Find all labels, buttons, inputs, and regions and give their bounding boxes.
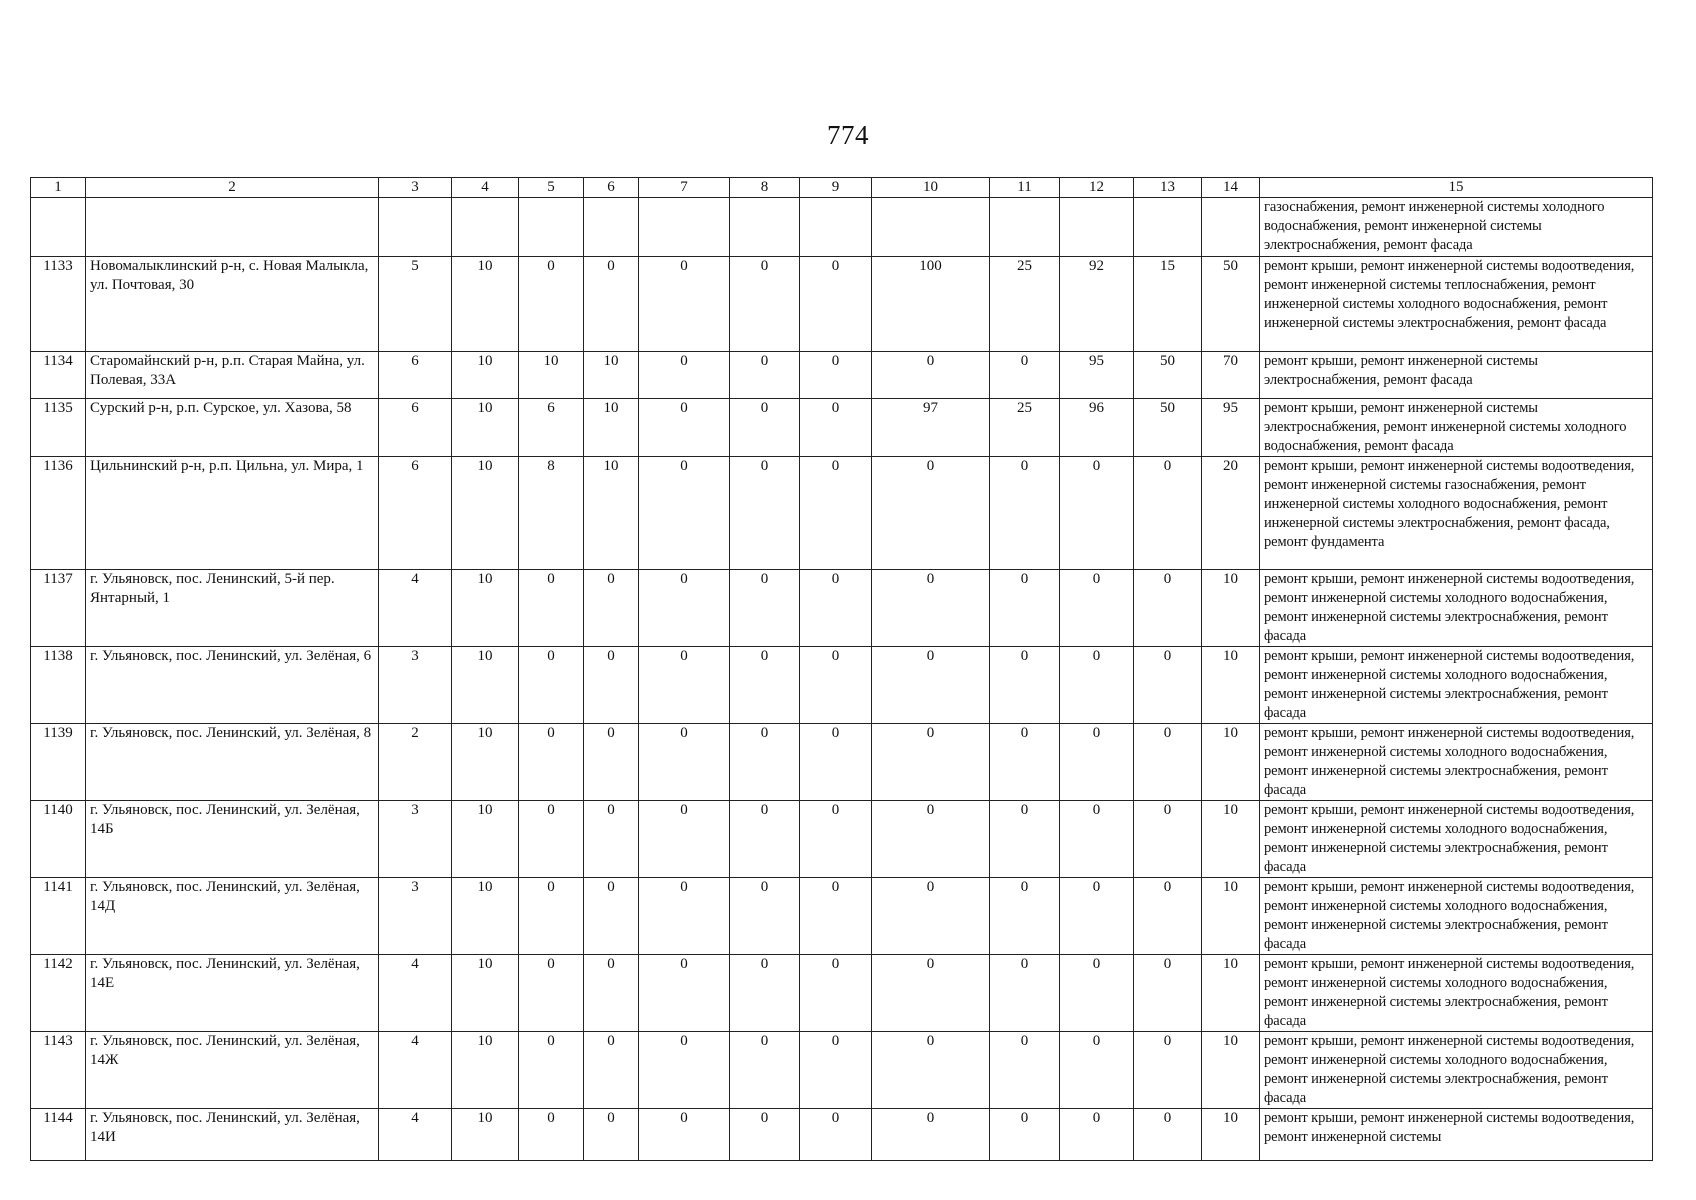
value-cell-col-7	[639, 198, 730, 257]
value-cell-col-8	[730, 198, 800, 257]
works-list-cell: ремонт крыши, ремонт инженерной системы водоотведения, ремонт инженерной системы газоснабжения, ремонт инженерной системы холодного водоснабжения, ремонт инженерной системы электроснабжения, ремонт фасада, ремонт фундамента	[1260, 457, 1653, 570]
works-list-cell: ремонт крыши, ремонт инженерной системы водоотведения, ремонт инженерной системы холодного водоснабжения, ремонт инженерной системы электроснабжения, ремонт фасада	[1260, 878, 1653, 955]
value-cell-col-10: 0	[872, 1032, 990, 1109]
value-cell-col-8: 0	[730, 1109, 800, 1161]
value-cell-col-6: 0	[584, 878, 639, 955]
value-cell-col-10: 0	[872, 352, 990, 399]
value-cell-col-5	[519, 198, 584, 257]
value-cell-col-12: 96	[1060, 399, 1134, 457]
value-cell-col-9	[800, 198, 872, 257]
table-row	[31, 198, 1653, 257]
value-cell-col-3: 5	[379, 257, 452, 352]
page-number: 774	[827, 120, 869, 150]
column-header-2: 2	[86, 178, 379, 198]
address-cell: г. Ульяновск, пос. Ленинский, ул. Зелёная, 8	[86, 724, 379, 801]
value-cell-col-4: 10	[452, 647, 519, 724]
address-cell: Новомалыклинский р-н, с. Новая Малыкла, ул. Почтовая, 30	[86, 257, 379, 352]
value-cell-col-12: 92	[1060, 257, 1134, 352]
value-cell-col-3: 6	[379, 352, 452, 399]
value-cell-col-7: 0	[639, 801, 730, 878]
value-cell-col-14: 10	[1202, 1032, 1260, 1109]
value-cell-col-6: 0	[584, 1032, 639, 1109]
value-cell-col-10: 0	[872, 878, 990, 955]
value-cell-col-5: 10	[519, 352, 584, 399]
row-number-cell: 1134	[31, 352, 86, 399]
value-cell-col-11: 0	[990, 1109, 1060, 1161]
value-cell-col-11: 0	[990, 647, 1060, 724]
value-cell-col-8: 0	[730, 647, 800, 724]
column-header-6: 6	[584, 178, 639, 198]
column-header-4: 4	[452, 178, 519, 198]
row-number-cell: 1144	[31, 1109, 86, 1161]
value-cell-col-3: 2	[379, 724, 452, 801]
column-header-13: 13	[1134, 178, 1202, 198]
column-header-1: 1	[31, 178, 86, 198]
value-cell-col-14: 10	[1202, 801, 1260, 878]
value-cell-col-14: 10	[1202, 955, 1260, 1032]
value-cell-col-6	[584, 198, 639, 257]
works-list-cell: ремонт крыши, ремонт инженерной системы электроснабжения, ремонт инженерной системы холодного водоснабжения, ремонт фасада	[1260, 399, 1653, 457]
value-cell-col-13: 0	[1134, 955, 1202, 1032]
value-cell-col-4: 10	[452, 1109, 519, 1161]
value-cell-col-9: 0	[800, 955, 872, 1032]
row-number-cell	[31, 198, 86, 257]
value-cell-col-3: 4	[379, 1109, 452, 1161]
value-cell-col-14: 10	[1202, 1109, 1260, 1161]
row-number-cell: 1141	[31, 878, 86, 955]
value-cell-col-14	[1202, 198, 1260, 257]
table-row	[31, 955, 1653, 1032]
value-cell-col-3: 4	[379, 1032, 452, 1109]
value-cell-col-11: 0	[990, 570, 1060, 647]
row-number-cell: 1136	[31, 457, 86, 570]
address-cell: Старомайнский р-н, р.п. Старая Майна, ул. Полевая, 33А	[86, 352, 379, 399]
value-cell-col-13: 50	[1134, 352, 1202, 399]
value-cell-col-9: 0	[800, 1109, 872, 1161]
value-cell-col-8: 0	[730, 1032, 800, 1109]
value-cell-col-4: 10	[452, 724, 519, 801]
column-header-11: 11	[990, 178, 1060, 198]
column-index-row	[31, 178, 1653, 198]
row-number-cell: 1133	[31, 257, 86, 352]
value-cell-col-10: 97	[872, 399, 990, 457]
value-cell-col-7: 0	[639, 570, 730, 647]
works-list-cell: ремонт крыши, ремонт инженерной системы водоотведения, ремонт инженерной системы холодного водоснабжения, ремонт инженерной системы электроснабжения, ремонт фасада	[1260, 724, 1653, 801]
column-header-9: 9	[800, 178, 872, 198]
value-cell-col-4: 10	[452, 955, 519, 1032]
column-header-10: 10	[872, 178, 990, 198]
row-number-cell: 1138	[31, 647, 86, 724]
value-cell-col-9: 0	[800, 724, 872, 801]
value-cell-col-3: 3	[379, 878, 452, 955]
value-cell-col-10: 0	[872, 801, 990, 878]
row-number-cell: 1143	[31, 1032, 86, 1109]
value-cell-col-7: 0	[639, 647, 730, 724]
table-row	[31, 1032, 1653, 1109]
value-cell-col-9: 0	[800, 257, 872, 352]
value-cell-col-5: 0	[519, 257, 584, 352]
value-cell-col-5: 0	[519, 647, 584, 724]
value-cell-col-7: 0	[639, 955, 730, 1032]
table-row	[31, 257, 1653, 352]
row-number-cell: 1139	[31, 724, 86, 801]
value-cell-col-11	[990, 198, 1060, 257]
table-row	[31, 352, 1653, 399]
value-cell-col-11: 0	[990, 724, 1060, 801]
value-cell-col-10: 0	[872, 724, 990, 801]
value-cell-col-13: 0	[1134, 724, 1202, 801]
address-cell: г. Ульяновск, пос. Ленинский, 5-й пер. Янтарный, 1	[86, 570, 379, 647]
address-cell	[86, 198, 379, 257]
value-cell-col-7: 0	[639, 399, 730, 457]
table-row	[31, 878, 1653, 955]
value-cell-col-3: 3	[379, 801, 452, 878]
value-cell-col-7: 0	[639, 352, 730, 399]
value-cell-col-4: 10	[452, 399, 519, 457]
works-list-cell: ремонт крыши, ремонт инженерной системы водоотведения, ремонт инженерной системы холодного водоснабжения, ремонт инженерной системы электроснабжения, ремонт фасада	[1260, 647, 1653, 724]
row-number-cell: 1140	[31, 801, 86, 878]
column-header-3: 3	[379, 178, 452, 198]
value-cell-col-11: 0	[990, 801, 1060, 878]
value-cell-col-10: 0	[872, 570, 990, 647]
value-cell-col-13: 0	[1134, 1109, 1202, 1161]
row-number-cell: 1137	[31, 570, 86, 647]
table-row	[31, 647, 1653, 724]
value-cell-col-14: 95	[1202, 399, 1260, 457]
repair-schedule-table	[30, 177, 1653, 1161]
column-header-15: 15	[1260, 178, 1653, 198]
value-cell-col-7: 0	[639, 1109, 730, 1161]
value-cell-col-4: 10	[452, 457, 519, 570]
value-cell-col-8: 0	[730, 457, 800, 570]
value-cell-col-14: 10	[1202, 878, 1260, 955]
value-cell-col-12: 0	[1060, 878, 1134, 955]
value-cell-col-13: 0	[1134, 801, 1202, 878]
value-cell-col-4: 10	[452, 878, 519, 955]
value-cell-col-10: 0	[872, 1109, 990, 1161]
value-cell-col-8: 0	[730, 955, 800, 1032]
value-cell-col-6: 10	[584, 352, 639, 399]
table-row	[31, 1109, 1653, 1161]
value-cell-col-13: 15	[1134, 257, 1202, 352]
column-header-14: 14	[1202, 178, 1260, 198]
value-cell-col-12: 0	[1060, 457, 1134, 570]
value-cell-col-8: 0	[730, 570, 800, 647]
value-cell-col-11: 0	[990, 352, 1060, 399]
value-cell-col-14: 50	[1202, 257, 1260, 352]
value-cell-col-9: 0	[800, 399, 872, 457]
value-cell-col-6: 0	[584, 570, 639, 647]
address-cell: г. Ульяновск, пос. Ленинский, ул. Зелёная, 14Д	[86, 878, 379, 955]
value-cell-col-5: 0	[519, 955, 584, 1032]
value-cell-col-3: 4	[379, 955, 452, 1032]
value-cell-col-6: 0	[584, 955, 639, 1032]
value-cell-col-6: 0	[584, 724, 639, 801]
works-list-cell: ремонт крыши, ремонт инженерной системы водоотведения, ремонт инженерной системы теплоснабжения, ремонт инженерной системы холодного водоснабжения, ремонт инженерной системы электроснабжения, ремонт фасада	[1260, 257, 1653, 352]
value-cell-col-13: 0	[1134, 570, 1202, 647]
address-cell: г. Ульяновск, пос. Ленинский, ул. Зелёная, 14И	[86, 1109, 379, 1161]
table-row	[31, 399, 1653, 457]
works-list-cell: ремонт крыши, ремонт инженерной системы электроснабжения, ремонт фасада	[1260, 352, 1653, 399]
value-cell-col-13: 0	[1134, 1032, 1202, 1109]
value-cell-col-10: 0	[872, 955, 990, 1032]
value-cell-col-13: 0	[1134, 878, 1202, 955]
table-row	[31, 457, 1653, 570]
value-cell-col-14: 10	[1202, 570, 1260, 647]
value-cell-col-14: 10	[1202, 647, 1260, 724]
value-cell-col-3: 3	[379, 647, 452, 724]
value-cell-col-8: 0	[730, 352, 800, 399]
address-cell: г. Ульяновск, пос. Ленинский, ул. Зелёная, 6	[86, 647, 379, 724]
value-cell-col-4: 10	[452, 257, 519, 352]
value-cell-col-11: 0	[990, 955, 1060, 1032]
value-cell-col-12: 0	[1060, 647, 1134, 724]
value-cell-col-11: 0	[990, 1032, 1060, 1109]
value-cell-col-7: 0	[639, 457, 730, 570]
value-cell-col-8: 0	[730, 257, 800, 352]
value-cell-col-5: 0	[519, 570, 584, 647]
value-cell-col-5: 0	[519, 724, 584, 801]
value-cell-col-9: 0	[800, 801, 872, 878]
value-cell-col-6: 0	[584, 1109, 639, 1161]
value-cell-col-6: 10	[584, 457, 639, 570]
value-cell-col-12: 0	[1060, 1032, 1134, 1109]
works-list-cell: ремонт крыши, ремонт инженерной системы водоотведения, ремонт инженерной системы	[1260, 1109, 1653, 1161]
value-cell-col-8: 0	[730, 801, 800, 878]
value-cell-col-12: 0	[1060, 801, 1134, 878]
value-cell-col-6: 0	[584, 801, 639, 878]
works-list-cell: ремонт крыши, ремонт инженерной системы водоотведения, ремонт инженерной системы холодного водоснабжения, ремонт инженерной системы электроснабжения, ремонт фасада	[1260, 1032, 1653, 1109]
value-cell-col-6: 0	[584, 257, 639, 352]
value-cell-col-13	[1134, 198, 1202, 257]
value-cell-col-10: 0	[872, 457, 990, 570]
table-body	[31, 198, 1653, 1161]
value-cell-col-14: 70	[1202, 352, 1260, 399]
table-row	[31, 570, 1653, 647]
column-header-12: 12	[1060, 178, 1134, 198]
value-cell-col-9: 0	[800, 570, 872, 647]
value-cell-col-3: 6	[379, 457, 452, 570]
address-cell: г. Ульяновск, пос. Ленинский, ул. Зелёная, 14Б	[86, 801, 379, 878]
value-cell-col-9: 0	[800, 352, 872, 399]
column-header-5: 5	[519, 178, 584, 198]
value-cell-col-11: 25	[990, 399, 1060, 457]
value-cell-col-12	[1060, 198, 1134, 257]
value-cell-col-5: 0	[519, 801, 584, 878]
row-number-cell: 1135	[31, 399, 86, 457]
address-cell: Цильнинский р-н, р.п. Цильна, ул. Мира, 1	[86, 457, 379, 570]
table-row	[31, 801, 1653, 878]
value-cell-col-11: 25	[990, 257, 1060, 352]
value-cell-col-13: 50	[1134, 399, 1202, 457]
value-cell-col-3	[379, 198, 452, 257]
column-header-8: 8	[730, 178, 800, 198]
value-cell-col-9: 0	[800, 1032, 872, 1109]
address-cell: Сурский р-н, р.п. Сурское, ул. Хазова, 58	[86, 399, 379, 457]
value-cell-col-11: 0	[990, 457, 1060, 570]
value-cell-col-11: 0	[990, 878, 1060, 955]
value-cell-col-10: 0	[872, 647, 990, 724]
value-cell-col-7: 0	[639, 257, 730, 352]
value-cell-col-5: 0	[519, 1032, 584, 1109]
value-cell-col-10: 100	[872, 257, 990, 352]
value-cell-col-12: 95	[1060, 352, 1134, 399]
value-cell-col-5: 6	[519, 399, 584, 457]
value-cell-col-12: 0	[1060, 955, 1134, 1032]
value-cell-col-9: 0	[800, 647, 872, 724]
value-cell-col-8: 0	[730, 724, 800, 801]
value-cell-col-8: 0	[730, 399, 800, 457]
works-list-cell: ремонт крыши, ремонт инженерной системы водоотведения, ремонт инженерной системы холодного водоснабжения, ремонт инженерной системы электроснабжения, ремонт фасада	[1260, 801, 1653, 878]
value-cell-col-9: 0	[800, 457, 872, 570]
row-number-cell: 1142	[31, 955, 86, 1032]
value-cell-col-5: 0	[519, 878, 584, 955]
value-cell-col-12: 0	[1060, 570, 1134, 647]
works-list-cell: ремонт крыши, ремонт инженерной системы водоотведения, ремонт инженерной системы холодного водоснабжения, ремонт инженерной системы электроснабжения, ремонт фасада	[1260, 955, 1653, 1032]
value-cell-col-5: 8	[519, 457, 584, 570]
table-row	[31, 724, 1653, 801]
value-cell-col-14: 10	[1202, 724, 1260, 801]
address-cell: г. Ульяновск, пос. Ленинский, ул. Зелёная, 14Ж	[86, 1032, 379, 1109]
value-cell-col-9: 0	[800, 878, 872, 955]
value-cell-col-7: 0	[639, 724, 730, 801]
value-cell-col-7: 0	[639, 878, 730, 955]
value-cell-col-12: 0	[1060, 1109, 1134, 1161]
value-cell-col-4: 10	[452, 352, 519, 399]
value-cell-col-4: 10	[452, 570, 519, 647]
value-cell-col-6: 0	[584, 647, 639, 724]
works-list-cell: газоснабжения, ремонт инженерной системы холодного водоснабжения, ремонт инженерной системы электроснабжения, ремонт фасада	[1260, 198, 1653, 257]
works-list-cell: ремонт крыши, ремонт инженерной системы водоотведения, ремонт инженерной системы холодного водоснабжения, ремонт инженерной системы электроснабжения, ремонт фасада	[1260, 570, 1653, 647]
value-cell-col-7: 0	[639, 1032, 730, 1109]
value-cell-col-13: 0	[1134, 457, 1202, 570]
value-cell-col-10	[872, 198, 990, 257]
value-cell-col-6: 10	[584, 399, 639, 457]
value-cell-col-3: 6	[379, 399, 452, 457]
value-cell-col-5: 0	[519, 1109, 584, 1161]
value-cell-col-4: 10	[452, 801, 519, 878]
column-header-7: 7	[639, 178, 730, 198]
value-cell-col-13: 0	[1134, 647, 1202, 724]
value-cell-col-4	[452, 198, 519, 257]
address-cell: г. Ульяновск, пос. Ленинский, ул. Зелёная, 14Е	[86, 955, 379, 1032]
value-cell-col-3: 4	[379, 570, 452, 647]
value-cell-col-12: 0	[1060, 724, 1134, 801]
value-cell-col-14: 20	[1202, 457, 1260, 570]
value-cell-col-8: 0	[730, 878, 800, 955]
value-cell-col-4: 10	[452, 1032, 519, 1109]
